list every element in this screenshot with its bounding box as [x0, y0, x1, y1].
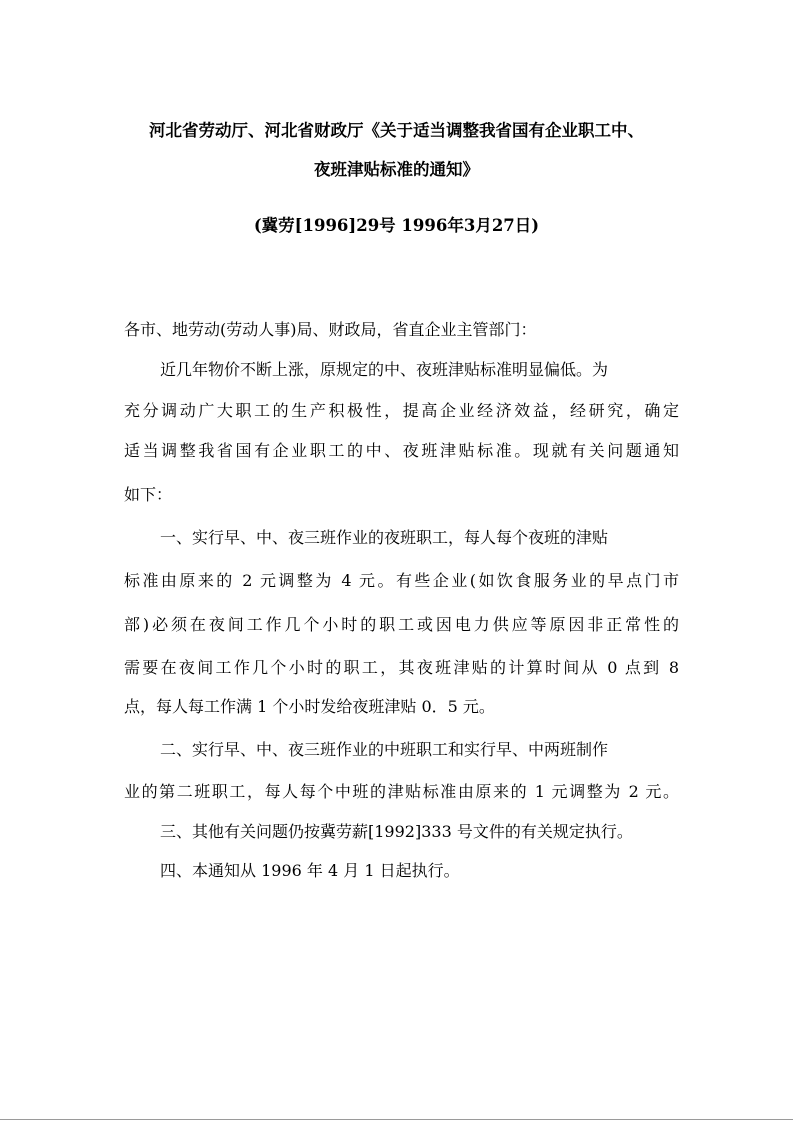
document-title-line-2: 夜班津贴标准的通知》	[314, 160, 479, 179]
intro-line: 充分调动广大职工的生产积极性，提高企业经济效益，经研究，确定	[124, 401, 679, 420]
item-1-line: 需要在夜间工作几个小时的职工，其夜班津贴的计算时间从 0 点到 8	[124, 658, 679, 677]
item-1-line: 标准由原来的 2 元调整为 4 元。有些企业(如饮食服务业的早点门市	[124, 571, 679, 590]
salutation: 各市、地劳动(劳动人事)局、财政局，省直企业主管部门：	[124, 320, 537, 339]
item-3-line: 三、其他有关问题仍按冀劳薪[1992]333 号文件的有关规定执行。	[160, 822, 633, 841]
item-2-line: 二、实行早、中、夜三班作业的中班职工和实行早、中两班制作	[160, 740, 609, 759]
item-2-line: 业的第二班职工，每人每个中班的津贴标准由原来的 1 元调整为 2 元。	[124, 782, 679, 801]
document-title-line-1: 河北省劳动厅、河北省财政厅《关于适当调整我省国有企业职工中、	[149, 121, 644, 140]
document-reference: (冀劳[1996]29号 1996年3月27日)	[253, 216, 540, 235]
item-1-line: 一、实行早、中、夜三班作业的夜班职工，每人每个夜班的津贴	[160, 528, 609, 547]
intro-line: 近几年物价不断上涨，原规定的中、夜班津贴标准明显偏低。为	[160, 360, 609, 379]
page-bottom-rule	[0, 1119, 793, 1120]
item-1-line: 点，每人每工作满 1 个小时发给夜班津贴 0．5 元。	[124, 697, 495, 716]
item-4-line: 四、本通知从 1996 年 4 月 1 日起执行。	[160, 861, 460, 880]
intro-line: 适当调整我省国有企业职工的中、夜班津贴标准。现就有关问题通知	[124, 441, 679, 460]
intro-line: 如下：	[124, 485, 173, 504]
item-1-line: 部)必须在夜间工作几个小时的职工或因电力供应等原因非正常性的	[124, 615, 679, 634]
